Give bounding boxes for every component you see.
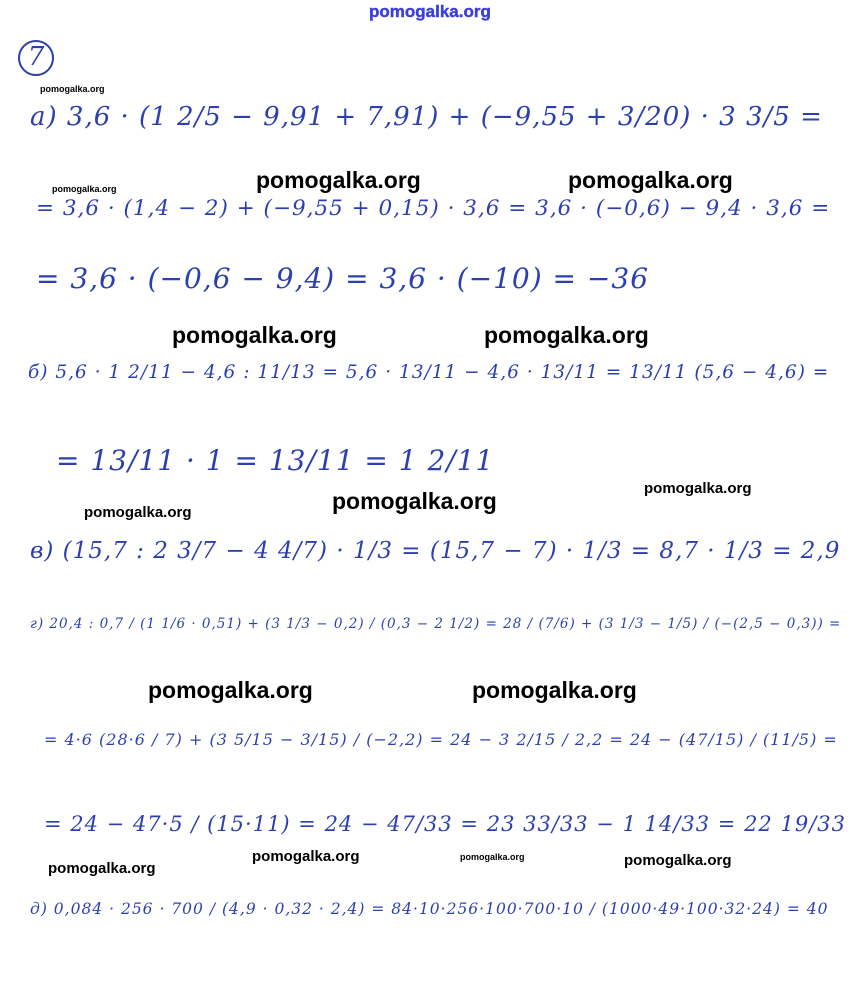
watermark: pomogalka.org xyxy=(48,860,156,877)
line-v-1: в) (15,7 : 2 3/7 − 4 4/7) · 1/3 = (15,7 − 7) · 1/3 = 8,7 · 1/3 = 2,9 xyxy=(30,538,841,564)
watermark: pomogalka.org xyxy=(568,167,733,193)
line-b-1: б) 5,6 · 1 2/11 − 4,6 : 11/13 = 5,6 · 13/11 − 4,6 · 13/11 = 13/11 (5,6 − 4,6) = xyxy=(28,362,830,383)
watermark: pomogalka.org xyxy=(644,480,752,497)
line-g-3: = 24 − 47·5 / (15·11) = 24 − 47/33 = 23 33/33 − 1 14/33 = 22 19/33 xyxy=(44,812,846,836)
line-b-2: = 13/11 · 1 = 13/11 = 1 2/11 xyxy=(56,444,495,477)
watermark: pomogalka.org xyxy=(624,852,732,869)
line-a-3: = 3,6 · (−0,6 − 9,4) = 3,6 · (−10) = −36 xyxy=(36,262,650,295)
watermark: pomogalka.org xyxy=(40,84,105,94)
line-g-2: = 4·6 (28·6 / 7) + (3 5/15 − 3/15) / (−2,2) = 24 − 3 2/15 / 2,2 = 24 − (47/15) / (11/5) = xyxy=(44,730,838,749)
problem-number: 7 xyxy=(18,40,54,76)
watermark: pomogalka.org xyxy=(84,504,192,521)
watermark: pomogalka.org xyxy=(148,677,313,703)
watermark: pomogalka.org xyxy=(460,852,525,862)
watermark-top: pomogalka.org xyxy=(369,2,491,21)
line-a-1: а) 3,6 · (1 2/5 − 9,91 + 7,91) + (−9,55 + 3/20) · 3 3/5 = xyxy=(30,102,823,132)
line-a-2: = 3,6 · (1,4 − 2) + (−9,55 + 0,15) · 3,6 = 3,6 · (−0,6) − 9,4 · 3,6 = xyxy=(36,196,831,221)
watermark: pomogalka.org xyxy=(472,677,637,703)
line-g-1: г) 20,4 : 0,7 / (1 1/6 · 0,51) + (3 1/3 − 0,2) / (0,3 − 2 1/2) = 28 / (7/6) + (3 1/3 − 1/5) / (−(2,5 − 0,3)) = xyxy=(30,616,842,632)
watermark: pomogalka.org xyxy=(332,488,497,514)
watermark: pomogalka.org xyxy=(484,322,649,348)
line-d-1: д) 0,084 · 256 · 700 / (4,9 · 0,32 · 2,4) = 84·10·256·100·700·10 / (1000·49·100·32·24) = 40 xyxy=(30,900,829,918)
watermark: pomogalka.org xyxy=(252,848,360,865)
watermark: pomogalka.org xyxy=(52,184,117,194)
watermark: pomogalka.org xyxy=(256,167,421,193)
watermark: pomogalka.org xyxy=(172,322,337,348)
